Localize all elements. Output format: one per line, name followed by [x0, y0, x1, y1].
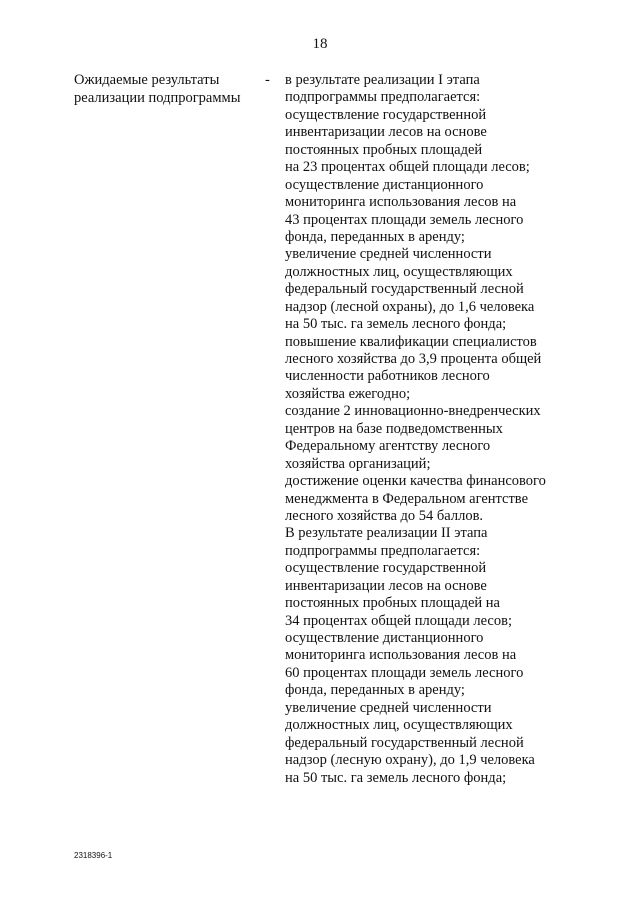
- body-text-line: фонда, переданных в аренду;: [285, 228, 465, 245]
- body-text-line: мониторинга использования лесов на: [285, 647, 517, 664]
- section-label-line: Ожидаемые результаты: [74, 72, 220, 88]
- body-text-line: фонда, переданных в аренду;: [285, 682, 465, 699]
- body-text-line: 34 процентах общей площади лесов;: [285, 612, 512, 629]
- body-text-line: подпрограммы предполагается:: [285, 542, 481, 559]
- body-text-line: 43 процентах площади земель лесного: [285, 211, 524, 228]
- body-text-line: подпрограммы предполагается:: [285, 89, 481, 106]
- body-text-line: на 23 процентах общей площади лесов;: [285, 159, 530, 176]
- section-body-text: [285, 72, 625, 787]
- document-code: 2318396-1: [74, 851, 113, 860]
- section-label-line: реализации подпрограммы: [74, 89, 241, 106]
- body-text-line: В результате реализации II этапа: [285, 525, 488, 542]
- body-text-line: достижение оценки качества финансового: [285, 473, 546, 490]
- body-text-line: федеральный государственный лесной: [285, 281, 524, 298]
- body-text-line: надзор (лесную охрану), до 1,9 человека: [285, 752, 535, 769]
- body-text-line: постоянных пробных площадей на: [285, 595, 500, 612]
- body-text-line: осуществление дистанционного: [285, 630, 484, 646]
- body-text-line: должностных лиц, осуществляющих: [285, 717, 513, 734]
- body-text-line: Федеральному агентству лесного: [285, 438, 491, 455]
- body-text-line: лесного хозяйства до 54 баллов.: [285, 507, 484, 524]
- body-text-line: инвентаризации лесов на основе: [285, 577, 487, 594]
- body-text-line: 60 процентах площади земель лесного: [285, 664, 524, 681]
- separator-dash: -: [265, 72, 270, 88]
- body-text-line: надзор (лесной охраны), до 1,6 человека: [285, 298, 535, 315]
- body-text-line: хозяйства организаций;: [285, 455, 431, 472]
- body-text-line: постоянных пробных площадей: [285, 141, 483, 158]
- body-text-line: осуществление государственной: [285, 106, 487, 123]
- body-text-line: численности работников лесного: [285, 368, 490, 385]
- body-text-line: центров на базе подведомственных: [285, 420, 503, 437]
- page-number: 18: [312, 36, 328, 52]
- body-text-line: федеральный государственный лесной: [285, 734, 524, 751]
- body-text-line: на 50 тыс. га земель лесного фонда;: [285, 769, 507, 786]
- body-text-line: лесного хозяйства до 3,9 процента общей: [285, 351, 542, 367]
- body-text-line: хозяйства ежегодно;: [285, 385, 411, 402]
- body-text-line: осуществление государственной: [285, 560, 487, 577]
- body-text-line: менеджмента в Федеральном агентстве: [285, 490, 529, 507]
- body-text-line: повышение квалификации специалистов: [285, 333, 537, 350]
- body-text-line: должностных лиц, осуществляющих: [285, 263, 513, 280]
- body-text-line: на 50 тыс. га земель лесного фонда;: [285, 316, 507, 333]
- body-text-line: осуществление дистанционного: [285, 176, 484, 193]
- body-text-line: инвентаризации лесов на основе: [285, 124, 487, 141]
- body-text-line: увеличение средней численности: [285, 699, 492, 716]
- body-text-line: создание 2 инновационно-внедренческих: [285, 403, 541, 420]
- section-label: [74, 72, 264, 107]
- body-text-line: мониторинга использования лесов на: [285, 194, 517, 211]
- body-text-line: в результате реализации I этапа: [285, 72, 480, 88]
- body-text-line: увеличение средней численности: [285, 246, 492, 263]
